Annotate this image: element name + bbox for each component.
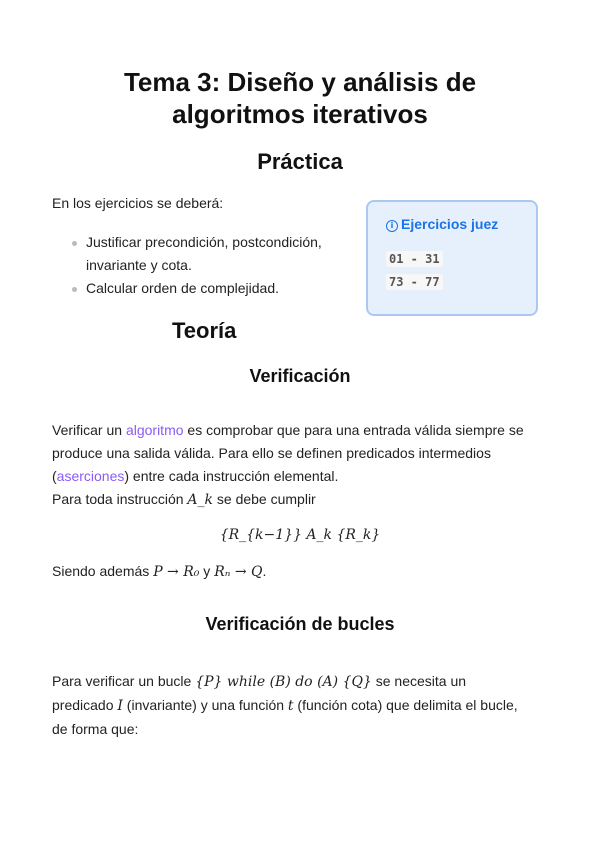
list-item: Justificar precondición, postcondición, invariante y cota. (52, 231, 352, 277)
verificacion-paragraph: Verificar un algoritmo es comprobar que para una entrada válida siempre se produce una salida válida. Para ello se definen predicados intermedios (aserciones) entre cada instrucción elemental. Para toda instrucción A_k se debe cumplir (52, 422, 524, 508)
formula: {R_{k−1}} A_k {R_k} (219, 527, 381, 543)
aserciones-link[interactable]: aserciones (56, 468, 125, 484)
teoria-heading: Teoría (172, 318, 237, 343)
algoritmo-link[interactable]: algoritmo (125, 422, 184, 438)
page-title: Tema 3: Diseño y análisis de algoritmos iterativos (123, 67, 477, 129)
practica-list (52, 231, 352, 300)
range-code: 01 - 31 (386, 251, 443, 267)
verificacion-conclusion: Siendo además P → R₀ y Rₙ → Q. (52, 563, 267, 580)
practica-heading: Práctica (257, 149, 343, 174)
practica-intro: En los ejercicios se deberá: (52, 195, 224, 211)
verificacion-heading: Verificación (249, 366, 351, 386)
list-item: Calcular orden de complejidad. (52, 277, 352, 300)
bucles-paragraph: Para verificar un bucle {P} while (B) do (A) {Q} se necesita un predicado I (invariante) y una función t (función cota) que delimita el bucle, de forma que: (52, 673, 518, 737)
math-inline: A_k (187, 492, 213, 508)
info-icon: i (386, 220, 398, 232)
callout-title: i Ejercicios juez (386, 216, 498, 232)
bucles-heading: Verificación de bucles (205, 614, 395, 634)
range-code: 73 - 77 (386, 274, 443, 290)
callout-ejercicios-juez (366, 200, 538, 316)
